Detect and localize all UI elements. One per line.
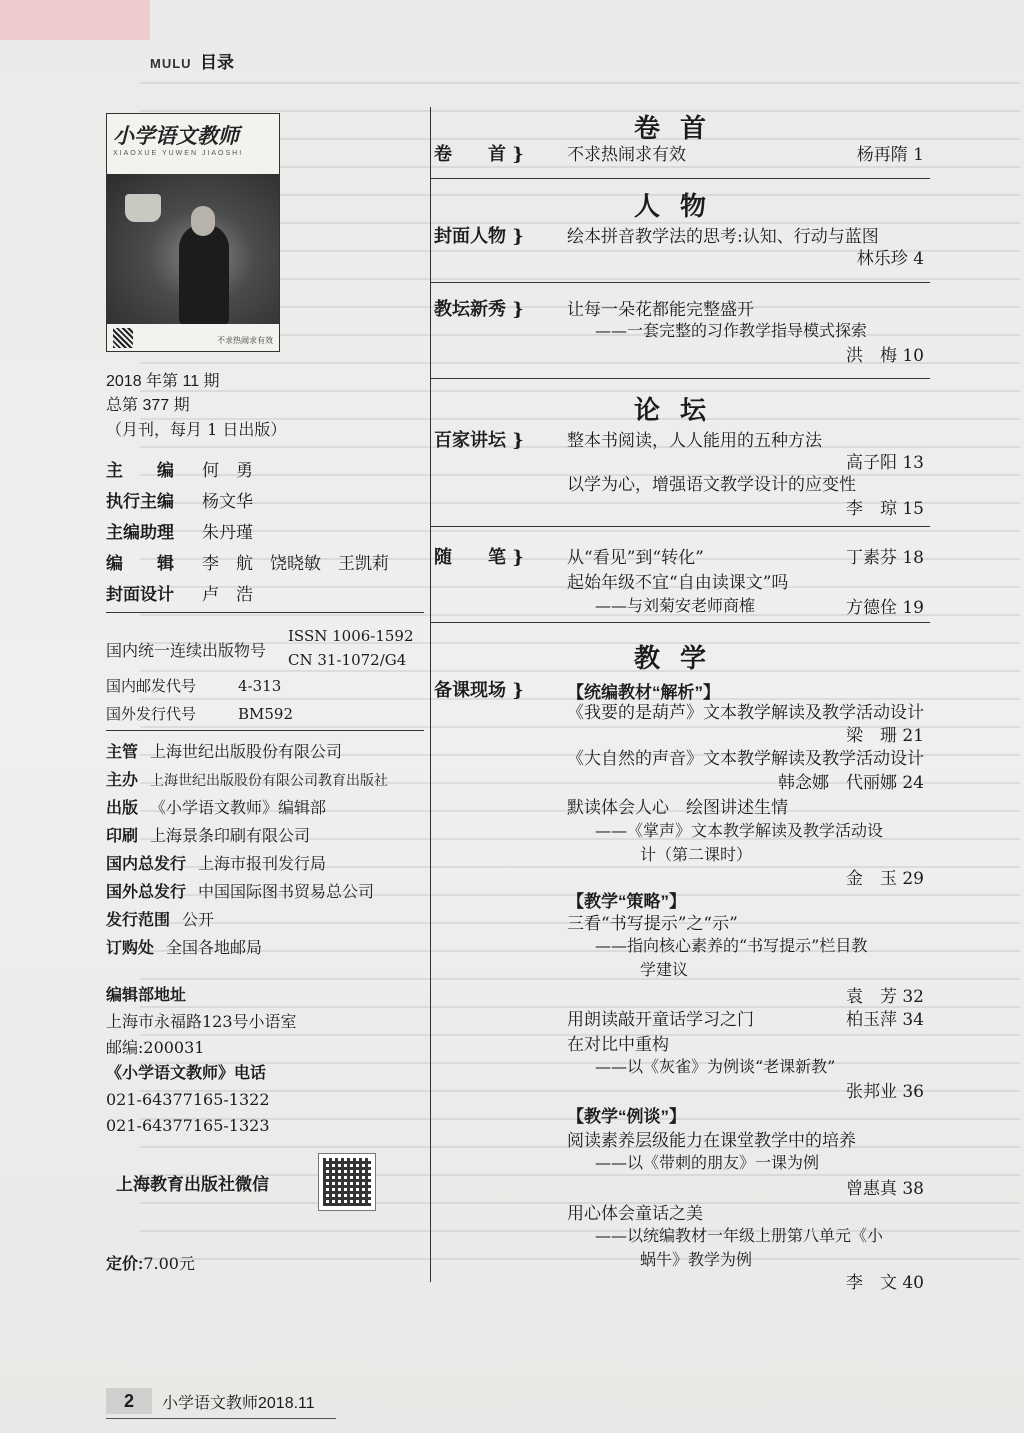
divider [430,282,930,283]
article-author: 丁素芬 18 [845,548,924,568]
price: 定价:7.00元 [106,1254,195,1273]
org-row: 主办 上海世纪出版股份有限公司教育出版社 [106,772,389,789]
divider [106,612,424,613]
phone-2: 021-64377165-1323 [106,1116,270,1135]
category-label: 卷 首 } [434,144,524,165]
staff-row: 主编助理 朱丹瑾 [106,523,253,543]
mulu-label: MULU [150,56,192,71]
article-title: 以学为心，增强语文教学设计的应变性 [567,475,856,495]
article-subtitle: ——与刘菊安老师商榷 [595,596,756,615]
cover-face [191,206,215,236]
cover-lamp [125,194,161,222]
group-heading: 【教学“例谈”】 [567,1107,686,1126]
article-subtitle: ——《掌声》文本教学解读及教学活动设 [595,821,884,840]
publication-info [106,624,424,728]
page-footer [106,1388,315,1414]
article-author: 韩念娜 代丽娜 24 [777,773,924,793]
phone-1: 021-64377165-1322 [106,1090,270,1109]
staff-list [106,455,389,610]
section-heading-renwu: 人物 [633,192,726,222]
article-author: 洪 梅 10 [845,346,924,366]
article-author: 张邦业 36 [845,1082,924,1102]
article-title: 三看“书写提示”之“示” [567,914,738,934]
divider [430,178,930,179]
divider [430,622,930,623]
org-row: 主管 上海世纪出版股份有限公司 [106,742,343,761]
org-row: 国内总发行 上海市报刊发行局 [106,854,327,873]
article-subtitle: ——一套完整的习作教学指导模式探索 [595,321,868,340]
section-heading-luntan: 论坛 [633,396,726,426]
article-title: 不求热闹求有效 [567,145,686,165]
divider [430,378,930,379]
page-number: 2 [106,1388,152,1414]
article-title: 用心体会童话之美 [567,1204,703,1224]
article-author: 高子阳 13 [845,453,924,473]
article-author: 杨再隋 1 [856,145,924,165]
divider [430,526,930,527]
cover-image [106,113,280,352]
org-row: 发行范围 公开 [106,910,215,929]
article-title: 在对比中重构 [567,1035,669,1055]
divider [106,730,424,731]
article-title: 让每一朵花都能完整盛开 [567,300,754,320]
org-row: 出版 《小学语文教师》编辑部 [106,798,327,817]
address-street: 上海市永福路123号小语室 [106,1012,297,1031]
group-heading: 【统编教材“解析”】 [567,683,720,702]
article-subtitle: ——以《带刺的朋友》一课为例 [595,1153,820,1172]
staff-row: 编 辑 李 航 饶晓敏 王凯莉 [106,554,389,574]
wechat-qr-icon[interactable] [318,1153,376,1211]
article-author: 袁 芳 32 [845,987,924,1007]
organization-list [106,738,388,962]
article-title: 整本书阅读，人人能用的五种方法 [567,431,822,451]
article-title: 绘本拼音教学法的思考:认知、行动与蓝图 [567,227,879,247]
article-subtitle: ——指向核心素养的“书写提示”栏目教 [595,936,868,955]
article-author: 李 琼 15 [845,499,924,519]
column-divider [430,107,431,1282]
staff-row: 封面设计 卢 浩 [106,585,253,605]
article-author: 柏玉萍 34 [845,1010,924,1030]
journal-issue: 小学语文教师2018.11 [162,1394,315,1412]
phone-heading: 《小学语文教师》电话 [106,1065,267,1082]
page-header [150,48,234,73]
article-subtitle: 蜗牛》教学为例 [640,1250,753,1269]
issn: ISSN 1006-1592 [288,627,414,645]
pub-row: 国外发行代号 BM592 [106,705,294,723]
address-heading: 编辑部地址 [106,987,187,1004]
category-label: 封面人物 } [434,226,524,247]
article-subtitle: ——以《灰雀》为例谈“老课新教” [595,1057,836,1076]
editorial-address [106,983,297,1139]
article-author: 金 玉 29 [845,869,924,889]
category-label: 教坛新秀 } [434,299,524,320]
category-label: 百家讲坛 } [434,430,524,451]
article-author: 李 文 40 [845,1273,924,1293]
org-row: 订购处 全国各地邮局 [106,938,263,957]
article-title: 用朗读敲开童话学习之门 [567,1010,754,1030]
article-author: 林乐珍 4 [856,249,924,269]
article-author: 方德佺 19 [845,598,924,618]
issue-number: 2018 年第 11 期 [106,373,220,390]
article-author: 曾惠真 38 [845,1179,924,1199]
cover-magazine-title: 小学语文教师 [113,124,239,148]
cover-person [179,224,229,324]
pub-row: 国内邮发代号 4-313 [106,677,282,695]
corner-decoration [0,0,150,40]
article-title: 《我要的是葫芦》文本教学解读及教学活动设计 [567,703,924,723]
staff-row: 主 编 何 勇 [106,461,253,481]
article-subtitle: ——以统编教材一年级上册第八单元《小 [595,1226,884,1245]
cover-qr-icon [113,328,133,348]
article-subtitle: 计（第二课时） [640,845,753,864]
category-label: 备课现场 } [434,680,524,701]
issue-total: 总第 377 期 [106,397,190,414]
section-heading-jiaoxue: 教学 [633,644,726,674]
issue-info [106,370,286,442]
cn-number: CN 31-1072/G4 [288,651,407,669]
serial-label: 国内统一连续出版物号 [106,643,267,660]
category-label: 随 笔 } [434,547,524,568]
article-author: 梁 珊 21 [845,726,924,746]
article-title: 《大自然的声音》文本教学解读及教学活动设计 [567,749,924,769]
section-heading-juanshou: 卷首 [633,114,726,144]
wechat-label: 上海教育出版社微信 [116,1175,269,1194]
org-row: 国外总发行 中国国际图书贸易总公司 [106,882,375,901]
cover-subtitle: XIAOXUE YUWEN JIAOSHI [113,150,244,157]
page-title: 目录 [200,53,234,72]
article-subtitle: 学建议 [640,960,689,979]
cover-tagline: 不求热闹求有效 [217,336,273,345]
article-title: 阅读素养层级能力在课堂教学中的培养 [567,1131,856,1151]
org-row: 印刷 上海景条印刷有限公司 [106,826,311,845]
group-heading: 【教学“策略”】 [567,892,686,911]
article-title: 默读体会人心 绘图讲述生情 [567,798,788,818]
article-title: 从“看见”到“转化” [567,548,704,568]
address-postcode: 邮编:200031 [106,1038,205,1057]
issue-frequency: （月刊，每月 1 日出版） [106,420,287,439]
article-title: 起始年级不宜“自由读课文”吗 [567,573,789,593]
staff-row: 执行主编 杨文华 [106,492,253,512]
